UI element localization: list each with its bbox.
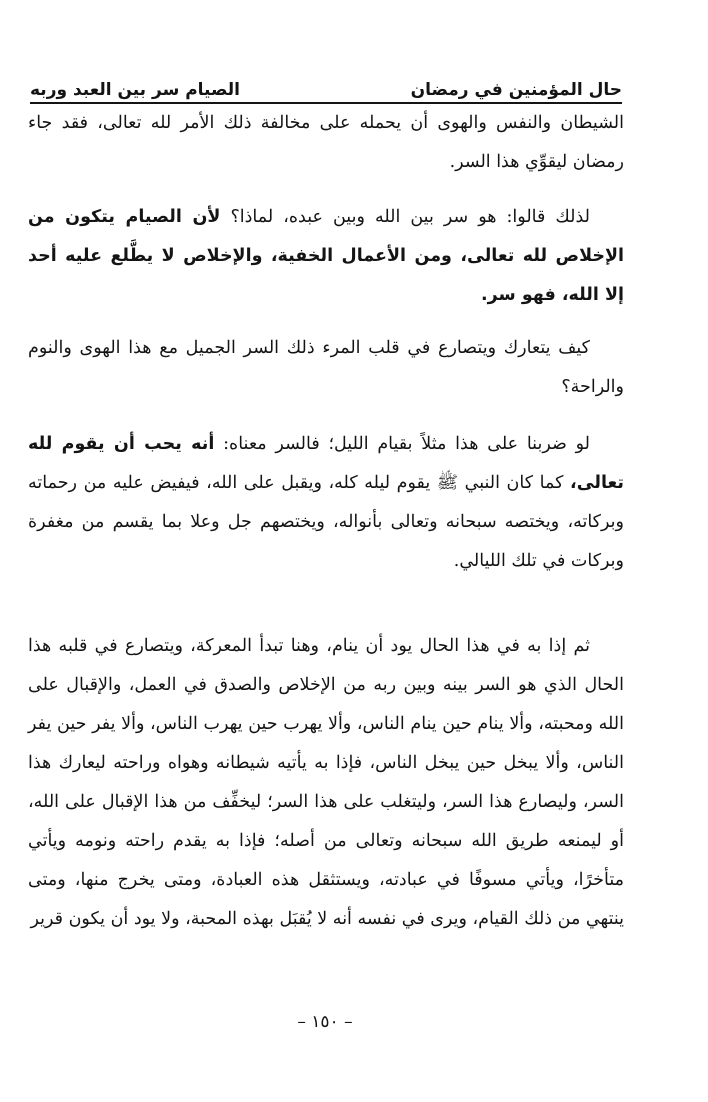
paragraph-3-text: كيف يتعارك ويتصارع في قلب المرء ذلك السر الجميل مع هذا الهوى والنوم والراحة؟ xyxy=(28,338,624,397)
running-header xyxy=(30,72,622,102)
header-chapter-title: الصيام سر بين العبد وربه xyxy=(30,80,240,100)
paragraph-1 xyxy=(28,104,624,182)
paragraph-2-text: لذلك قالوا: هو سر بين الله وبين عبده، لماذا؟ xyxy=(220,207,591,227)
paragraph-2 xyxy=(28,198,624,315)
body-text xyxy=(28,104,624,939)
paragraph-4-text-start: لو ضربنا على هذا مثلاً بقيام الليل؛ فالسر معناه: xyxy=(214,434,590,454)
page-number: – ١٥٠ – xyxy=(297,1012,353,1032)
paragraph-1-text: الشيطان والنفس والهوى أن يحمله على مخالفة ذلك الأمر لله تعالى، فقد جاء رمضان ليقوِّي هذا السر. xyxy=(28,113,624,172)
paragraph-5 xyxy=(28,627,624,939)
paragraph-4-text-end: كما كان النبي ﷺ يقوم ليله كله، ويقبل على الله، فيفيض عليه من رحماته وبركاته، ويختصه سبحانه وتعالى بأنواله، ويختصهم جل وعلا بما يقسم من مغفرة وبركات في تلك الليالي. xyxy=(28,473,624,571)
paragraph-2-emphasis: لأن الصيام يتكون من الإخلاص لله تعالى، ومن الأعمال الخفية، والإخلاص لا يطَّلع عليه أحد إلا الله، فهو سر. xyxy=(28,207,624,305)
paragraph-3 xyxy=(28,329,624,407)
header-book-title: حال المؤمنين في رمضان xyxy=(410,80,622,100)
paragraph-4-emphasis: أنه يحب أن يقوم لله تعالى، xyxy=(28,434,624,493)
paragraph-5-text: ثم إذا به في هذا الحال يود أن ينام، وهنا تبدأ المعركة، ويتصارع في قلبه هذا الحال الذي هو السر بينه وبين ربه من الإخلاص والصدق في العمل، والإقبال على الله ومحبته، وألا ينام حين ينام الناس، وألا يهرب حين يهرب الناس، وألا يفر حين يفر الناس، وألا يبخل حين يبخل الناس، فإذا به يأتيه شيطانه وهواه وراحته ليعارك هذا السر، وليصارع هذا السر، وليتغلب على هذا السر؛ ليخفِّف من هذا الإقبال على الله، أو ليمنعه طريق الله سبحانه وتعالى من أصله؛ فإذا به يقدم راحته ونومه ويأتي متأخرًا، ويأتي مسوفًا في عبادته، ويستثقل هذه العبادة، ومتى يخرج منها، ومتى ينتهي من ذلك القيام، ويرى في نفسه أنه لا يُقبَل بهذه المحبة، ولا يود أن يكون قرير xyxy=(28,636,625,929)
paragraph-4 xyxy=(28,425,624,581)
